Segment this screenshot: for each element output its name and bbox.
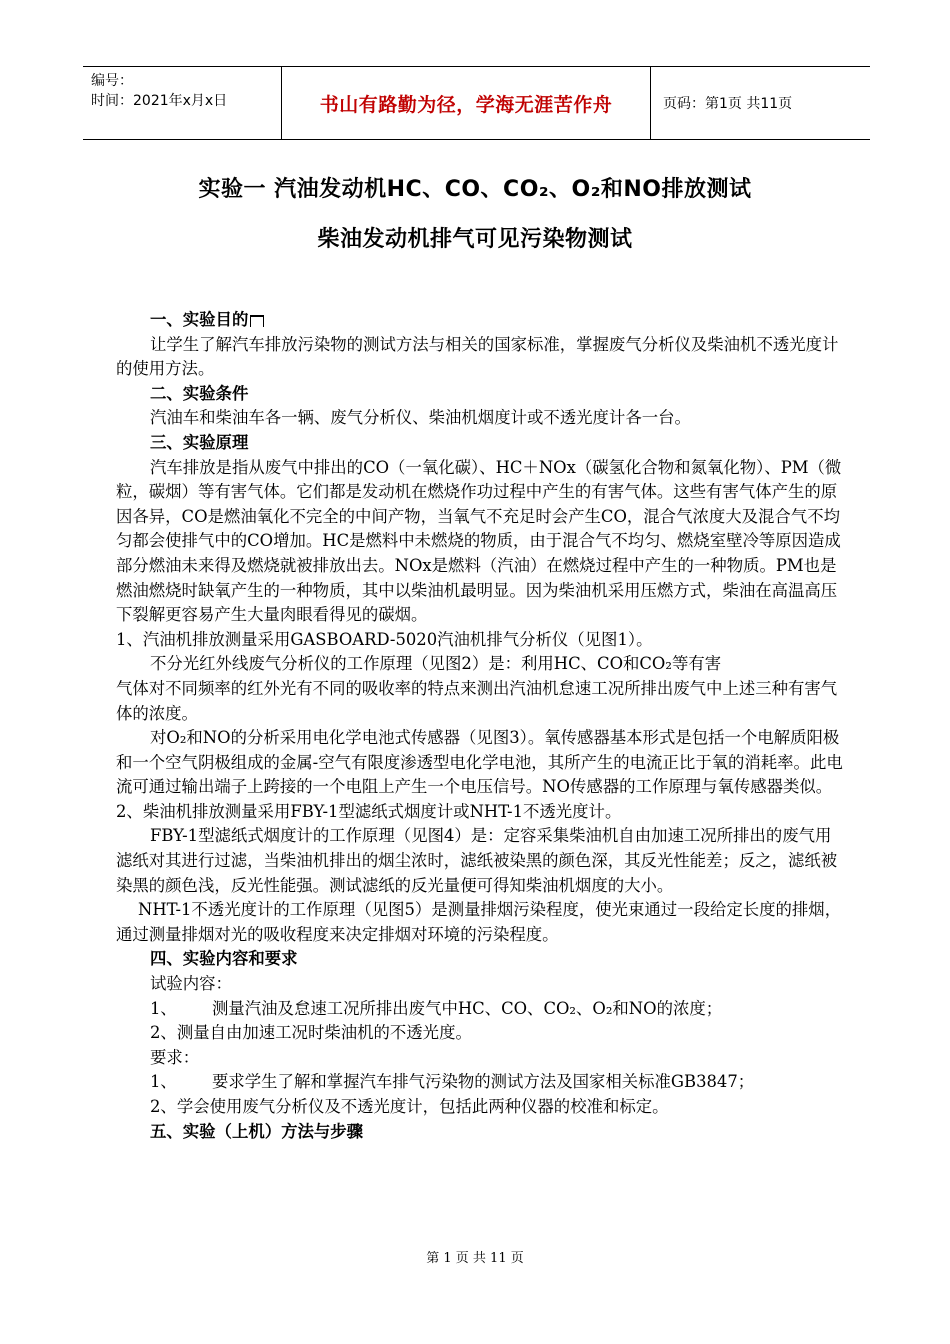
document-header xyxy=(83,66,870,140)
title-line-1: 实验一 汽油发动机HC、CO、CO₂、O₂和NO排放测试 xyxy=(198,177,752,202)
motto-text: 书山有路勤为径，学海无涯苦作舟 xyxy=(319,93,613,116)
page-footer: 第 1 页 共 11 页 xyxy=(426,1251,524,1266)
paragraph: 不分光红外线废气分析仪的工作原理（见图2）是：利用HC、CO和CO₂等有害 xyxy=(150,654,722,674)
label: 试验内容： xyxy=(150,974,232,994)
paragraph: NHT-1不透光度计的工作原理（见图5）是测量排烟污染程度，使光束通过一段给定长度的排烟，通过测量排烟对光的吸收程度来决定排烟对环境的污染程度。 xyxy=(116,900,842,944)
section-heading: 二、实验条件 xyxy=(150,383,249,403)
number-label: 编号： xyxy=(91,73,133,89)
header-page-info: 页码：第1页 共11页 xyxy=(663,96,793,112)
time-label: 时间：2021年x月x日 xyxy=(91,93,228,109)
paragraph: 对O₂和NO的分析采用电化学电池式传感器（见图3）。氧传感器基本形式是包括一个电解质阳极和一个空气阴极组成的金属-空气有限度渗透型电化学电池，其所产生的电流正比于氧的消耗率。此电流可通过输出端子上跨接的一个电阻上产生一个电压信号。NO传感器的工作原理与氧传感器类似。 xyxy=(116,728,843,797)
label: 要求： xyxy=(150,1047,200,1067)
list-item: 2、柴油机排放测量采用FBY-1型滤纸式烟度计或NHT-1不透光度计。 xyxy=(116,801,622,821)
section-heading: 五、实验（上机）方法与步骤 xyxy=(150,1121,364,1141)
section-heading: 一、实验目的 xyxy=(116,308,844,333)
header-motto-cell xyxy=(281,67,651,139)
list-item: 1、 测量汽油及怠速工况所排出废气中HC、CO、CO₂、O₂和NO的浓度； xyxy=(150,998,723,1018)
header-meta xyxy=(83,67,281,139)
text-cursor-icon xyxy=(250,315,264,327)
list-item: 2、测量自由加速工况时柴油机的不透光度。 xyxy=(150,1023,472,1043)
section-heading: 四、实验内容和要求 xyxy=(150,949,298,969)
list-item: 1、 要求学生了解和掌握汽车排气污染物的测试方法及国家相关标准GB3847； xyxy=(150,1072,755,1092)
title-line-2: 柴油发动机排气可见污染物测试 xyxy=(317,227,633,252)
paragraph: 汽油车和柴油车各一辆、废气分析仪、柴油机烟度计或不透光度计各一台。 xyxy=(150,408,691,428)
paragraph: 让学生了解汽车排放污染物的测试方法与相关的国家标准，掌握废气分析仪及柴油机不透光度计的使用方法。 xyxy=(116,334,839,379)
paragraph: FBY-1型滤纸式烟度计的工作原理（见图4）是：定容采集柴油机自由加速工况所排出的废气用滤纸对其进行过滤，当柴油机排出的烟尘浓时，滤纸被染黑的颜色深，其反光性能差；反之，滤纸被染黑的颜色浅，反光性能强。测试滤纸的反光量便可得知柴油机烟度的大小。 xyxy=(116,826,838,895)
section-heading: 三、实验原理 xyxy=(150,432,249,452)
document-body xyxy=(116,308,844,1144)
paragraph: 汽车排放是指从废气中排出的CO（一氧化碳）、HC＋NOx（碳氢化合物和氮氧化物）、PM（微粒，碳烟）等有害气体。它们都是发动机在燃烧作功过程中产生的有害气体。这些有害气体产生的原因各异，CO是燃油氧化不完全的中间产物，当氧气不充足时会产生CO，混合气浓度大及混合气不均匀都会使排气中的CO增加。HC是燃料中未燃烧的物质，由于混合气不均匀、燃烧室壁冷等原因造成部分燃油未来得及燃烧就被排放出去。NOx是燃料（汽油）在燃烧过程中产生的一种物质。PM也是燃油燃烧时缺氧产生的一种物质，其中以柴油机最明显。因为柴油机采用压燃方式，柴油在高温高压下裂解更容易产生大量肉眼看得见的碳烟。 xyxy=(116,457,842,625)
paragraph: 气体对不同频率的红外光有不同的吸收率的特点来测出汽油机怠速工况所排出废气中上述三种有害气体的浓度。 xyxy=(116,678,838,723)
list-item: 2、学会使用废气分析仪及不透光度计，包括此两种仪器的校准和标定。 xyxy=(150,1097,669,1116)
list-item: 1、汽油机排放测量采用GASBOARD-5020汽油机排气分析仪（见图1）。 xyxy=(116,629,653,649)
